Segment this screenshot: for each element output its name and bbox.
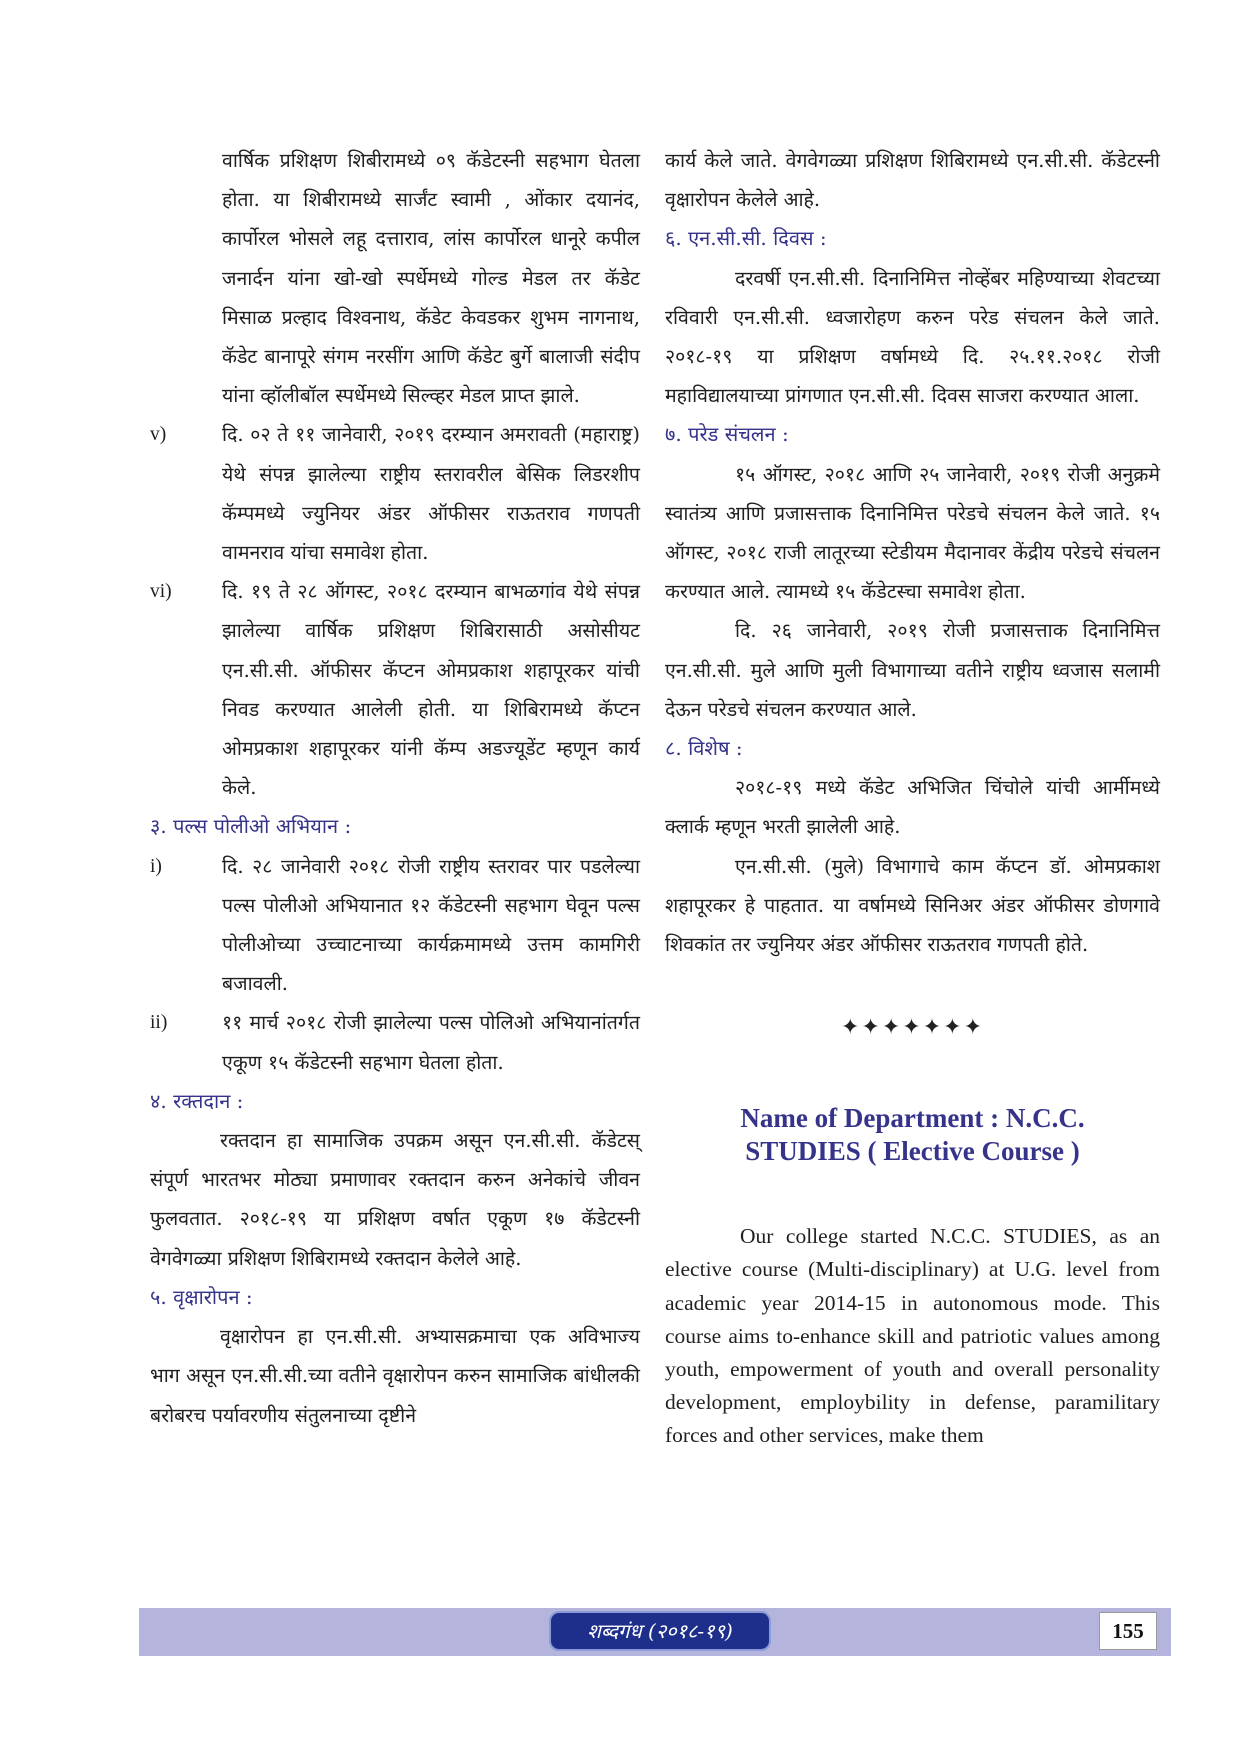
paragraph-parade-1: १५ ऑगस्ट, २०१८ आणि २५ जानेवारी, २०१९ रोजी अनुक्रमे स्वातंत्र्य आणि प्रजासत्ताक दिनानिमित्त परेडचे संचलन केले जाते. १५ ऑगस्ट, २०१८ राजी लातूरच्या स्टेडीयम मैदानावर केंद्रीय परेडचे संचलन करण्यात आले. त्यामध्ये १५ कॅडेटस्चा समावेश होता. — [665, 462, 1160, 604]
paragraph-blood-donation: रक्तदान हा सामाजिक उपक्रम असून एन.सी.सी. कॅडेटस् संपूर्ण भारतभर मोठ्या प्रमाणावर रक्तदान करुन अनेकांचे जीवन फुलवतात. २०१८-१९ या प्रशिक्षण वर्षात एकूण १७ कॅडेटस्नी वेगवेगळ्या प्रशिक्षण शिबिरामध्ये रक्तदान केलेले आहे. — [150, 1129, 640, 1270]
section-heading-pulse-polio: ३. पल्स पोलीओ अभियान : — [150, 814, 352, 839]
left-column — [150, 141, 640, 1435]
section-heading-ncc-day: ६. एन.सी.सी. दिवस : — [665, 226, 827, 251]
section-heading-tree-plantation: ५. वृक्षारोपन : — [150, 1284, 253, 1309]
right-column — [665, 141, 1160, 1474]
journal-name-badge: शब्दगंध (२०१८-१९) — [549, 1611, 771, 1651]
department-title-line-2: STUDIES ( Elective Course ) — [745, 1136, 1080, 1167]
list-item-ii — [150, 1003, 640, 1081]
section-heading-blood-donation: ४. रक्तदान : — [150, 1088, 244, 1113]
section-heading-parade: ७. परेड संचलन : — [665, 422, 789, 447]
list-number: vi) — [150, 581, 172, 603]
paragraph-tree-plantation: वृक्षारोपन हा एन.सी.सी. अभ्यासक्रमाचा एक अविभाज्य भाग असून एन.सी.सी.च्या वतीने वृक्षारोपन करुन सामाजिक बांधीलकी बरोबरच पर्यावरणीय संतुलनाच्या दृष्टीने — [150, 1325, 640, 1427]
list-item-v — [150, 415, 640, 572]
list-text: दि. २८ जानेवारी २०१८ रोजी राष्ट्रीय स्तरावर पार पडलेल्या पल्स पोलीओ अभियानात १२ कॅडेटस्नी सहभाग घेवून पल्स पोलीओच्या उच्चाटनाच्या कार्यक्रमामध्ये उत्तम कामगिरी बजावली. — [222, 854, 640, 996]
list-number: v) — [150, 424, 167, 446]
paragraph-parade-2: दि. २६ जानेवारी, २०१९ रोजी प्रजासत्ताक दिनानिमित्त एन.सी.सी. मुले आणि मुली विभागाच्या वतीने राष्ट्रीय ध्वजास सलामी देऊन परेडचे संचलन करण्यात आले. — [665, 619, 1160, 721]
list-text: दि. १९ ते २८ ऑगस्ट, २०१८ दरम्यान बाभळगांव येथे संपन्न झालेल्या वार्षिक प्रशिक्षण शिबिरासाठी असोसीयट एन.सी.सी. ऑफीसर कॅप्टन ओमप्रकाश शहापूरकर यांची निवड करण्यात आलेली होती. या शिबिरामध्ये कॅप्टन ओमप्रकाश शहापूरकर यांनी कॅम्प अडज्यूडेंट म्हणून कार्य केले. — [222, 580, 640, 800]
department-title — [665, 1102, 1160, 1168]
paragraph-special-2: एन.सी.सी. (मुले) विभागाचे काम कॅप्टन डॉ. ओमप्रकाश शहापूरकर हे पाहतात. या वर्षामध्ये सिनिअर अंडर ऑफीसर डोणगावे शिवकांत तर ज्युनियर अंडर ऑफीसर राऊतराव गणपती होते. — [665, 854, 1160, 957]
list-item-vi — [150, 572, 640, 807]
list-item-i — [150, 847, 640, 1004]
footer-band — [139, 1608, 1171, 1656]
paragraph-medals: वार्षिक प्रशिक्षण शिबीरामध्ये ०९ कॅडेटस्नी सहभाग घेतला होता. या शिबीरामध्ये सार्जंट स्वामी , ओंकार दयानंद, कार्पोरल भोसले लहू दत्ताराव, लांस कार्पोरल धानूरे कपील जनार्दन यांना खो-खो स्पर्धेमध्ये गोल्ड मेडल तर कॅडेट मिसाळ प्रल्हाद विश्वनाथ, कॅडेट केवडकर शुभम नागनाथ, कॅडेट बानापूरे संगम नरसींग आणि कॅडेट बुर्गे बालाजी संदीप यांना व्हॉलीबॉल स्पर्धेमध्ये सिल्व्हर मेडल प्राप्त झाले. — [222, 149, 640, 408]
list-text: दि. ०२ ते ११ जानेवारी, २०१९ दरम्यान अमरावती (महाराष्ट्र) येथे संपन्न झालेल्या राष्ट्रीय स्तरावरील बेसिक लिडरशीप कॅम्पमध्ये ज्युनियर अंडर ऑफीसर राऊतराव गणपती वामनराव यांचा समावेश होता. — [222, 423, 640, 565]
paragraph-tree-plantation-cont: कार्य केले जाते. वेगवेगळ्या प्रशिक्षण शिबिरामध्ये एन.सी.सी. कॅडेटस्नी वृक्षारोपन केलेले आहे. — [665, 149, 1160, 212]
paragraph-ncc-day: दरवर्षी एन.सी.सी. दिनानिमित्त नोव्हेंबर महिण्याच्या शेवटच्या रविवारी एन.सी.सी. ध्वजारोहण करुन परेड संचलन केले जाते. २०१८-१९ या प्रशिक्षण वर्षामध्ये दि. २५.११.२०१८ रोजी महाविद्यालयाच्या प्रांगणात एन.सी.सी. दिवस साजरा करण्यात आला. — [665, 266, 1160, 408]
section-heading-special: ८. विशेष : — [665, 736, 743, 761]
paragraph-ncc-studies: Our college started N.C.C. STUDIES, as an elective course (Multi-disciplinary) at U.G. level from academic year 2014-15 in autonomous mode. This course aims to-enhance skill and patriotic values among youth, empowerment of youth and overall personality development, employbility in defense, paramilitary forces and other services, make them — [665, 1224, 1160, 1448]
separator-ornament: ✦✦✦✦✦✦✦ — [840, 1015, 985, 1041]
page-number: 155 — [1099, 1612, 1157, 1650]
list-number: ii) — [150, 1012, 168, 1034]
list-number: i) — [150, 855, 162, 877]
paragraph-special-1: २०१८-१९ मध्ये कॅडेट अभिजित चिंचोले यांची आर्मीमध्ये क्लार्क म्हणून भरती झालेली आहे. — [665, 776, 1160, 839]
department-title-line-1: Name of Department : N.C.C. — [740, 1103, 1085, 1134]
list-text: ११ मार्च २०१८ रोजी झालेल्या पल्स पोलिओ अभियानांतर्गत एकूण १५ कॅडेटस्नी सहभाग घेतला होता. — [222, 1011, 640, 1074]
